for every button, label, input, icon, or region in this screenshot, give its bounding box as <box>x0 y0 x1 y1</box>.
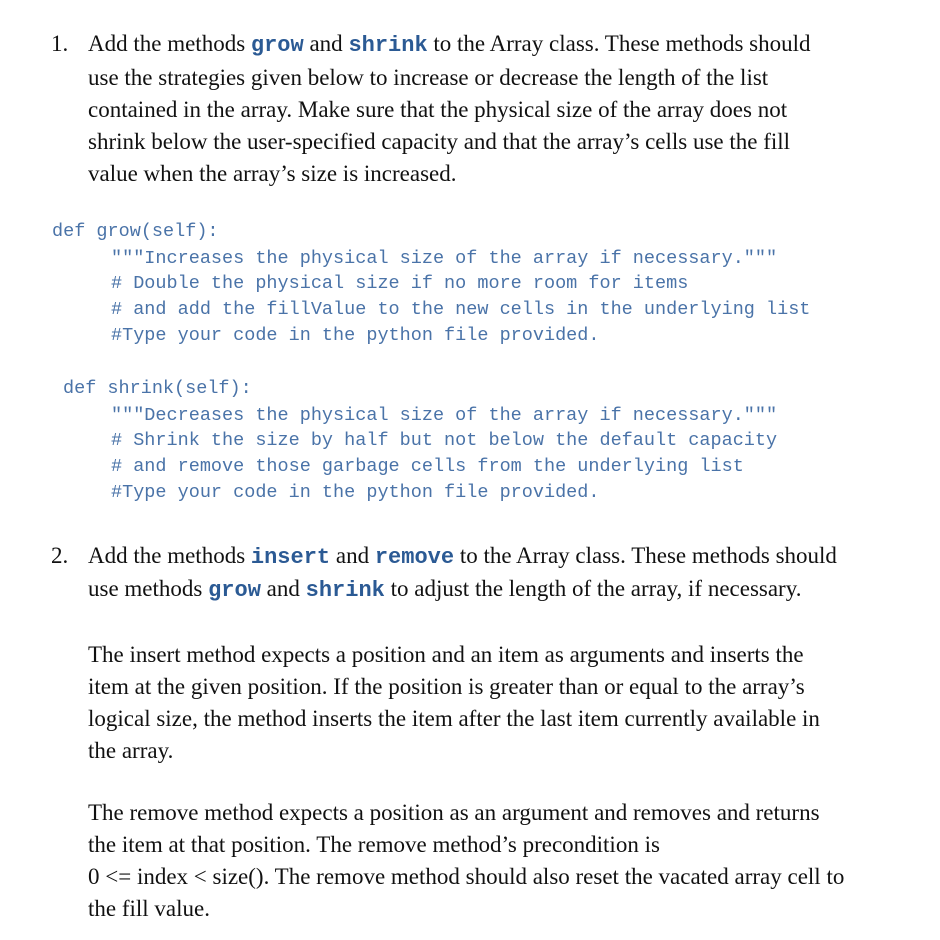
shrink-docstring: """Decreases the physical size of the array if necessary.""" <box>111 405 778 426</box>
grow-comment-2: # and add the fillValue to the new cells in the underlying list <box>111 299 811 320</box>
item-1-number: 1. <box>51 31 69 56</box>
item-2-line-1-text-b: and <box>330 543 375 568</box>
grow-def-line: def grow(self): <box>52 221 219 242</box>
item-1-line-3: contained in the array. Make sure that the physical size of the array does not <box>88 97 788 122</box>
insert-keyword: insert <box>250 545 331 570</box>
insert-paragraph-line-2: item at the given position. If the position is greater than or equal to the array’s <box>88 674 805 699</box>
item-1-line-5: value when the array’s size is increased. <box>88 161 457 186</box>
insert-paragraph-line-1: The insert method expects a position and an item as arguments and inserts the <box>88 642 804 667</box>
item-2-line-2-text-c: to adjust the length of the array, if necessary. <box>384 576 802 601</box>
shrink-comment-3: #Type your code in the python file provided. <box>111 482 600 503</box>
grow-docstring: """Increases the physical size of the array if necessary.""" <box>111 248 778 269</box>
item-2-line-2-text-b: and <box>260 576 306 601</box>
grow-keyword: grow <box>208 578 261 603</box>
remove-paragraph-line-4: the fill value. <box>88 896 210 921</box>
grow-keyword: grow <box>250 33 304 58</box>
item-2-number: 2. <box>51 543 69 568</box>
remove-paragraph-line-1: The remove method expects a position as an argument and removes and returns <box>88 800 820 825</box>
item-2-line-2-text-a: use methods <box>88 576 209 601</box>
item-1-line-1-text-b: and <box>303 31 349 56</box>
item-2-line-1-text-c: to the Array class. These methods should <box>454 543 837 568</box>
insert-paragraph-line-4: the array. <box>88 738 174 763</box>
shrink-keyword: shrink <box>348 33 428 58</box>
item-2-line-1 <box>88 540 837 574</box>
item-2-line-1-text-a: Add the methods <box>88 543 251 568</box>
shrink-comment-2: # and remove those garbage cells from the underlying list <box>111 456 744 477</box>
item-1-line-1-text-c: to the Array class. These methods should <box>427 31 811 56</box>
item-1-line-4: shrink below the user-specified capacity and that the array’s cells use the fill <box>88 129 791 154</box>
shrink-comment-1: # Shrink the size by half but not below the default capacity <box>111 430 778 451</box>
item-1-line-1-text-a: Add the methods <box>88 31 251 56</box>
insert-paragraph-line-3: logical size, the method inserts the item after the last item currently available in <box>88 706 820 731</box>
remove-keyword: remove <box>374 545 455 570</box>
item-2-line-2 <box>88 573 801 607</box>
grow-comment-3: #Type your code in the python file provided. <box>111 325 600 346</box>
item-1-line-2: use the strategies given below to increase or decrease the length of the list <box>88 65 769 90</box>
item-1-line-1 <box>88 28 811 62</box>
shrink-def-line: def shrink(self): <box>63 378 252 399</box>
remove-paragraph-line-3: 0 <= index < size(). The remove method should also reset the vacated array cell to <box>88 864 845 889</box>
remove-paragraph-line-2: the item at that position. The remove method’s precondition is <box>88 832 660 857</box>
shrink-keyword: shrink <box>305 578 385 603</box>
grow-comment-1: # Double the physical size if no more room for items <box>111 273 689 294</box>
